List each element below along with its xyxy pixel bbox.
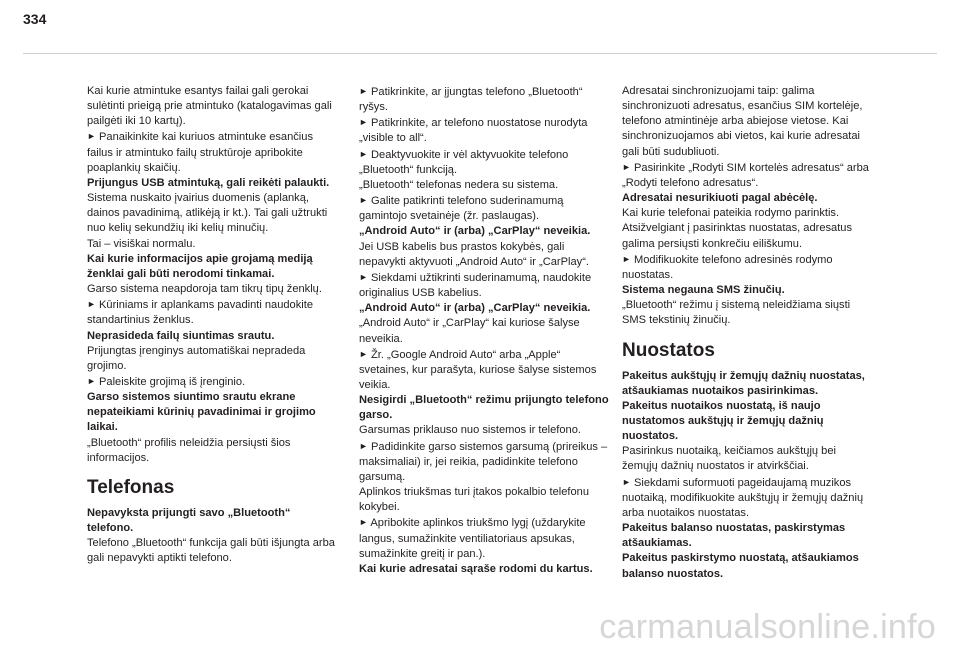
instruction-step (359, 193, 611, 224)
text: Telefonas (87, 476, 175, 498)
text: Garso sistemos siuntimo srautu ekrane nepateikiami kūrinių pavadinimai ir grojimo laikai. (87, 391, 316, 434)
paragraph (359, 423, 611, 438)
bullet-arrow-icon: ► (359, 117, 368, 128)
paragraph (359, 485, 611, 515)
text: Pakeitus balanso nuostatas, paskirstymas atšaukiamas. (622, 522, 846, 550)
bullet-arrow-icon: ► (622, 253, 631, 264)
instruction-step (87, 374, 339, 390)
text: Siekdami užtikrinti suderinamumą, naudokite originalius USB kabelius. (359, 271, 592, 300)
paragraph (87, 436, 339, 466)
text: Kai kurie adresatai sąraše rodomi du kartus. (359, 562, 593, 575)
issue-heading (359, 562, 611, 577)
text: Padidinkite garso sistemos garsumą (prireikus – maksimaliai) ir, jei reikia, padidinkite telefono garsumą. (359, 440, 608, 483)
issue-heading (622, 551, 874, 581)
text: Siekdami suformuoti pageidaujamą muzikos nuotaiką, modifikuokite aukštųjų ir žemųjų dažnių arba nuotaikos nuostatas. (622, 476, 864, 519)
text: Neprasideda failų siuntimas srautu. (87, 329, 275, 342)
text: „Bluetooth“ režimu į sistemą neleidžiama siųsti SMS tekstinių žinučių. (622, 299, 851, 327)
issue-heading (359, 224, 611, 239)
issue-heading (87, 176, 339, 191)
instruction-step (359, 439, 611, 485)
instruction-step (622, 160, 874, 191)
text: Modifikuokite telefono adresinės rodymo nuostatas. (622, 253, 833, 281)
issue-heading (87, 329, 339, 344)
issue-heading (87, 252, 339, 282)
text: Pakeitus nuotaikos nuostatą, iš naujo nustatomos aukštųjų ir žemųjų dažnių nuostatos. (622, 399, 824, 443)
column-2 (359, 84, 611, 577)
text: Žr. „Google Android Auto“ arba „Apple“ svetaines, kur parašyta, kuriose šalyse sistemos veikia. (359, 348, 597, 391)
paragraph (359, 316, 611, 346)
paragraph (87, 191, 339, 236)
text: Garsumas priklauso nuo sistemos ir telefono. (359, 424, 581, 437)
text: Kūriniams ir aplankams pavadinti naudokite standartinius ženklus. (87, 299, 313, 327)
text: Panaikinkite kai kuriuos atmintuke esančius failus ir atmintuko failų struktūroje apribokite poaplankių skaičių. (87, 131, 313, 174)
header-divider (23, 53, 937, 54)
column-1 (87, 84, 339, 567)
instruction-step (622, 475, 874, 521)
issue-heading (622, 521, 874, 551)
instruction-step (359, 84, 611, 115)
text: Sistema nuskaito įvairius duomenis (aplanką, dainos pavadinimą, atlikėją ir kt.). Tai gali užtrukti nuo kelių sekundžių iki kelių minučių. (87, 192, 328, 235)
text: Kai kurie atmintuke esantys failai gali gerokai sulėtinti prieigą prie atmintuko (katalogavimas gali pailgėti iki 10 kartų). (87, 85, 332, 128)
bullet-arrow-icon: ► (359, 440, 368, 451)
bullet-arrow-icon: ► (359, 195, 368, 206)
text: Aplinkos triukšmas turi įtakos pokalbio telefonu kokybei. (359, 486, 590, 514)
paragraph (87, 536, 339, 566)
paragraph (359, 178, 611, 193)
paragraph (622, 84, 874, 160)
text: „Android Auto“ ir (arba) „CarPlay“ neveikia. (359, 302, 591, 315)
instruction-step (359, 147, 611, 178)
bullet-arrow-icon: ► (359, 517, 368, 528)
text: Garso sistema neapdoroja tam tikrų tipų ženklų. (87, 283, 322, 296)
section-heading (87, 476, 339, 500)
paragraph (87, 84, 339, 129)
text: „Android Auto“ ir (arba) „CarPlay“ neveikia. (359, 225, 591, 238)
paragraph (622, 444, 874, 474)
instruction-step (359, 115, 611, 146)
issue-heading (359, 301, 611, 316)
issue-heading (622, 399, 874, 444)
text: Pasirinkite „Rodyti SIM kortelės adresatus“ arba „Rodyti telefono adresatus“. (622, 161, 869, 189)
text: Kai kurie telefonai pateikia rodymo parinktis. Atsižvelgiant į pasirinktas nuostatas, adresatus galima persiųsti konkrečiu eiliškumu. (622, 207, 853, 250)
text: Nesigirdi „Bluetooth“ režimu prijungto telefono garso. (359, 394, 609, 422)
text: Adresatai sinchronizuojami taip: galima sinchronizuoti adresatus, esančius SIM kortelėje, telefono atmintinėje arba abiejose vietose. Kai sinchronizuojamos abi vietos, kai kurie adresatai gali būti sudubliuoti. (622, 85, 863, 158)
paragraph (87, 344, 339, 374)
instruction-step (87, 297, 339, 328)
issue-heading (622, 191, 874, 206)
issue-heading (359, 393, 611, 423)
bullet-arrow-icon: ► (87, 375, 96, 386)
bullet-arrow-icon: ► (359, 271, 368, 282)
issue-heading (87, 390, 339, 435)
text: Galite patikrinti telefono suderinamumą gamintojo svetainėje (žr. paslaugas). (359, 195, 564, 223)
bullet-arrow-icon: ► (87, 299, 96, 310)
paragraph (87, 237, 339, 252)
bullet-arrow-icon: ► (359, 148, 368, 159)
text: Prijungus USB atmintuką, gali reikėti palaukti. (87, 176, 330, 189)
text: „Bluetooth“ profilis neleidžia persiųsti šios informacijos. (87, 436, 291, 464)
instruction-step (622, 252, 874, 283)
page-number: 334 (23, 11, 47, 27)
instruction-step (359, 270, 611, 301)
paragraph (622, 298, 874, 328)
text: Pasirinkus nuotaiką, keičiamos aukštųjų bei žemųjų dažnių nuostatos ir atvirkščiai. (622, 445, 836, 473)
bullet-arrow-icon: ► (359, 348, 368, 359)
instruction-step (359, 515, 611, 561)
bullet-arrow-icon: ► (87, 131, 96, 142)
text: Prijungtas įrenginys automatiškai nepradeda grojimo. (87, 344, 306, 372)
text: Deaktyvuokite ir vėl aktyvuokite telefono „Bluetooth“ funkciją. (359, 148, 569, 176)
text: Patikrinkite, ar įjungtas telefono „Bluetooth“ ryšys. (359, 86, 583, 114)
text: Adresatai nesurikiuoti pagal abėcėlę. (622, 192, 818, 205)
text: Sistema negauna SMS žinučių. (622, 284, 785, 297)
text: Pakeitus paskirstymo nuostatą, atšaukiamos balanso nuostatos. (622, 552, 859, 580)
bullet-arrow-icon: ► (622, 476, 631, 487)
issue-heading (622, 283, 874, 298)
instruction-step (87, 129, 339, 175)
column-3 (622, 84, 874, 582)
issue-heading (622, 369, 874, 399)
text: Pakeitus aukštųjų ir žemųjų dažnių nuostatas, atšaukiamas nuotaikos pasirinkimas. (622, 369, 865, 397)
text: Patikrinkite, ar telefono nuostatose nurodyta „visible to all“. (359, 117, 588, 145)
paragraph (87, 282, 339, 297)
section-heading (622, 339, 874, 363)
watermark-text: carmanualsonline.info (599, 608, 936, 646)
bullet-arrow-icon: ► (359, 86, 368, 96)
issue-heading (87, 506, 339, 536)
text: Nepavyksta prijungti savo „Bluetooth“ telefono. (87, 506, 291, 535)
bullet-arrow-icon: ► (622, 161, 631, 172)
text: Apribokite aplinkos triukšmo lygį (uždarykite langus, sumažinkite ventiliatoriaus apsukas, sumažinkite greitį ir pan.). (359, 517, 586, 560)
text: Kai kurie informacijos apie grojamą mediją ženklai gali būti nerodomi tinkamai. (87, 252, 313, 280)
instruction-step (359, 347, 611, 393)
text: Tai – visiškai normalu. (87, 237, 196, 250)
text: Telefono „Bluetooth“ funkcija gali būti išjungta arba gali nepavykti aptikti telefono. (87, 537, 335, 565)
paragraph (622, 206, 874, 251)
text: Jei USB kabelis bus prastos kokybės, gali nepavykti aktyvuoti „Android Auto“ ir „CarPlay“. (359, 240, 589, 268)
paragraph (359, 240, 611, 270)
text: „Bluetooth“ telefonas nedera su sistema. (359, 178, 559, 191)
text: Nuostatos (622, 339, 715, 361)
text: „Android Auto“ ir „CarPlay“ kai kuriose šalyse neveikia. (359, 317, 580, 345)
text: Paleiskite grojimą iš įrenginio. (99, 375, 246, 388)
